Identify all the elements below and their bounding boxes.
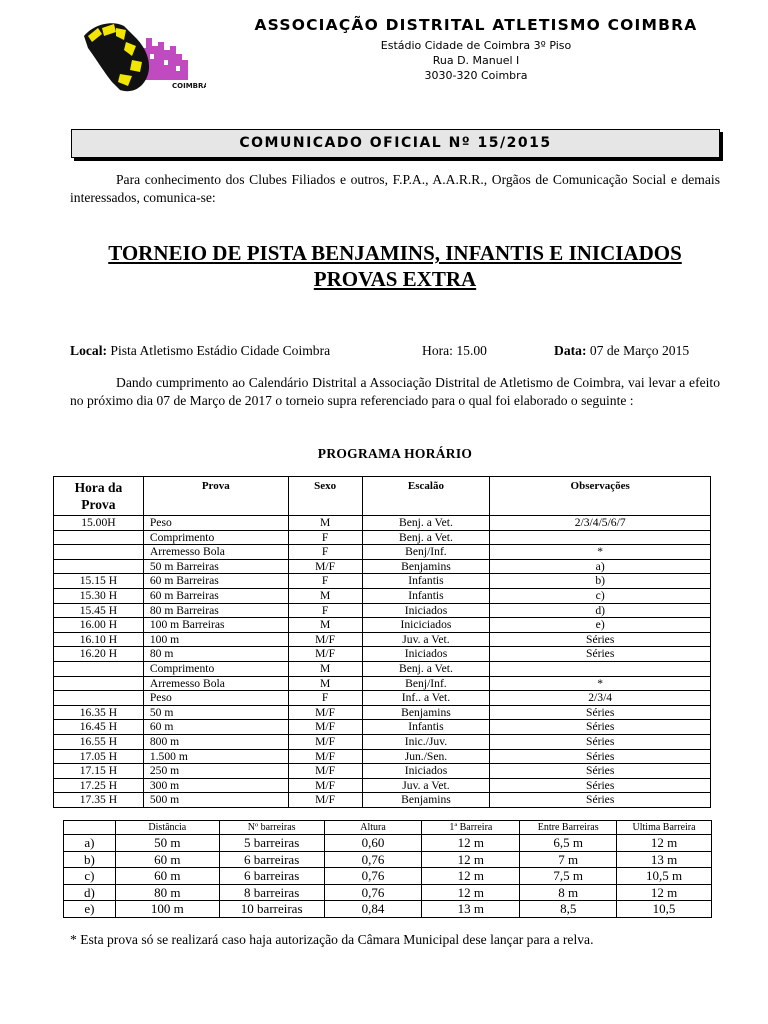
hurdles-cell: 0,60 [324,835,422,852]
cell-hora: 17.25 H [54,778,144,793]
hurdles-cell: 12 m [422,835,520,852]
cell-prova: 300 m [143,778,288,793]
org-address-line-3: 3030-320 Coimbra [424,69,528,82]
cell-prova: 80 m [143,647,288,662]
header-observacoes: Observações [490,477,711,516]
cell-escalao: Juv. a Vet. [362,778,490,793]
cell-prova: Comprimento [143,661,288,676]
cell-escalao: Benjamins [362,559,490,574]
hurdles-cell: 12 m [422,851,520,868]
table-row [64,868,712,885]
cell-prova: 60 m Barreiras [143,574,288,589]
hurdles-cell: 13 m [422,901,520,918]
cell-hora [54,676,144,691]
cell-hora [54,530,144,545]
hurdles-cell: 6,5 m [520,835,617,852]
table-row [54,676,711,691]
table-row [64,884,712,901]
cell-prova: 80 m Barreiras [143,603,288,618]
cell-escalao: Benj. a Vet. [362,530,490,545]
cell-prova: 60 m [143,720,288,735]
cell-prova: Arremesso Bola [143,676,288,691]
hurdles-header-cell [64,821,116,835]
association-logo [78,16,206,98]
table-row [54,559,711,574]
cell-obs: Séries [490,749,711,764]
cell-prova: 1.500 m [143,749,288,764]
cell-sexo: F [288,603,362,618]
header-prova: Prova [143,477,288,516]
intro-paragraph [70,171,720,207]
cell-obs: Séries [490,734,711,749]
hurdles-cell: 12 m [422,884,520,901]
hurdles-header-cell: Altura [324,821,422,835]
hora-label: Hora: [422,343,453,358]
hurdles-cell: c) [64,868,116,885]
cell-sexo: F [288,545,362,560]
table-row [54,720,711,735]
hurdles-cell: 10,5 [617,901,712,918]
hurdles-header-cell: Nº barreiras [219,821,324,835]
cell-obs: e) [490,618,711,633]
logo-text: COIMBRA [172,82,206,90]
header-sexo: Sexo [288,477,362,516]
cell-escalao: Jun./Sen. [362,749,490,764]
cell-hora [54,559,144,574]
hurdles-cell: 10,5 m [617,868,712,885]
cell-obs [490,661,711,676]
cell-hora: 15.00H [54,516,144,531]
cell-hora [54,661,144,676]
cell-obs: d) [490,603,711,618]
cell-prova: 500 m [143,793,288,808]
cell-escalao: Iniciados [362,764,490,779]
title-line-2: PROVAS EXTRA [313,267,477,291]
hurdles-cell: d) [64,884,116,901]
cell-hora [54,691,144,706]
table-row [54,749,711,764]
cell-escalao: Benjamins [362,705,490,720]
org-name: ASSOCIAÇÃO DISTRITAL ATLETISMO COIMBRA [254,16,698,34]
cell-escalao: Infantis [362,574,490,589]
cell-obs: Séries [490,705,711,720]
data-label: Data: [554,343,587,358]
table-row [54,603,711,618]
programa-title: PROGRAMA HORÁRIO [317,446,473,461]
cell-hora [54,545,144,560]
cell-sexo: M/F [288,720,362,735]
hurdles-cell: 8,5 [520,901,617,918]
hurdles-cell: b) [64,851,116,868]
cell-sexo: F [288,691,362,706]
hurdles-table [63,820,712,918]
cell-obs: a) [490,559,711,574]
title-line-1: TORNEIO DE PISTA BENJAMINS, INFANTIS E INICIADOS [108,241,682,265]
hurdles-header-cell: Ultima Barreira [617,821,712,835]
table-row [54,793,711,808]
body-paragraph [70,374,720,410]
cell-hora: 16.45 H [54,720,144,735]
cell-escalao: Benjamins [362,793,490,808]
table-row [54,647,711,662]
hurdles-cell: 100 m [115,901,219,918]
table-row [54,778,711,793]
hurdles-cell: 13 m [617,851,712,868]
cell-sexo: M [288,618,362,633]
data-value: 07 de Março 2015 [589,343,690,358]
table-row [54,588,711,603]
table-row [54,530,711,545]
hurdles-cell: 5 barreiras [219,835,324,852]
cell-escalao: Benj/Inf. [362,545,490,560]
cell-prova: Arremesso Bola [143,545,288,560]
hurdles-cell: 12 m [617,884,712,901]
cell-prova: 50 m [143,705,288,720]
cell-prova: Peso [143,691,288,706]
cell-obs: Séries [490,632,711,647]
cell-sexo: M/F [288,778,362,793]
org-address-line-2: Rua D. Manuel I [432,54,520,67]
cell-obs: Séries [490,720,711,735]
cell-obs [490,530,711,545]
cell-obs: 2/3/4 [490,691,711,706]
hurdles-cell: a) [64,835,116,852]
cell-sexo: M/F [288,632,362,647]
local-label: Local: [70,343,107,358]
hurdles-cell: 7 m [520,851,617,868]
cell-sexo: M [288,516,362,531]
cell-hora: 16.00 H [54,618,144,633]
cell-obs: * [490,545,711,560]
cell-obs: Séries [490,764,711,779]
hurdles-cell: 60 m [115,851,219,868]
hurdles-cell: 10 barreiras [219,901,324,918]
org-address-line-1: Estádio Cidade de Coimbra 3º Piso [380,39,572,52]
body-text: Dando cumprimento ao Calendário Distrital a Associação Distrital de Atletismo de Coimbra, vai levar a efeito no próximo dia 07 de Março de 2017 o torneio supra referenciado para o qual foi elaborado o seguinte : [70,375,720,408]
cell-prova: 800 m [143,734,288,749]
cell-hora: 17.35 H [54,793,144,808]
table-row [64,835,712,852]
cell-hora: 16.20 H [54,647,144,662]
hurdles-cell: 0,84 [324,901,422,918]
hurdles-cell: 0,76 [324,851,422,868]
hora-value: 15.00 [456,343,487,358]
hurdles-cell: 0,76 [324,884,422,901]
cell-prova: Peso [143,516,288,531]
hurdles-cell: 12 m [422,868,520,885]
table-row [54,661,711,676]
table-row [54,516,711,531]
hurdles-cell: 7,5 m [520,868,617,885]
header-hora: Hora da Prova [54,477,144,516]
cell-escalao: Iniciados [362,603,490,618]
cell-sexo: M/F [288,705,362,720]
table-row [54,632,711,647]
cell-sexo: M/F [288,749,362,764]
hurdles-cell: 8 m [520,884,617,901]
local-value: Pista Atletismo Estádio Cidade Coimbra [110,343,331,358]
cell-prova: 100 m [143,632,288,647]
cell-sexo: M/F [288,734,362,749]
hora-info [422,343,487,359]
schedule-table [53,476,711,808]
table-row [54,691,711,706]
hurdles-cell: 50 m [115,835,219,852]
cell-sexo: M [288,661,362,676]
cell-prova: 50 m Barreiras [143,559,288,574]
cell-hora: 15.30 H [54,588,144,603]
table-row [54,545,711,560]
cell-prova: Comprimento [143,530,288,545]
cell-hora: 16.10 H [54,632,144,647]
hurdles-cell: 6 barreiras [219,851,324,868]
hurdles-header-cell: Distância [115,821,219,835]
data-info [554,343,689,359]
schedule-header-row [54,477,711,516]
cell-sexo: M/F [288,647,362,662]
cell-prova: 100 m Barreiras [143,618,288,633]
cell-hora: 17.05 H [54,749,144,764]
table-row [54,618,711,633]
cell-sexo: M [288,676,362,691]
hurdles-cell: 12 m [617,835,712,852]
cell-escalao: Iniciciados [362,618,490,633]
cell-escalao: Inf.. a Vet. [362,691,490,706]
cell-prova: 250 m [143,764,288,779]
cell-escalao: Infantis [362,720,490,735]
comunicado-title-box: COMUNICADO OFICIAL Nº 15/2015 [71,129,720,158]
cell-obs: b) [490,574,711,589]
cell-sexo: F [288,574,362,589]
cell-hora: 16.55 H [54,734,144,749]
table-row [54,734,711,749]
cell-obs: * [490,676,711,691]
document-title [60,240,730,292]
hurdles-header-cell: 1ª Barreira [422,821,520,835]
hurdles-header-cell: Entre Barreiras [520,821,617,835]
cell-prova: 60 m Barreiras [143,588,288,603]
table-row [64,851,712,868]
cell-escalao: Benj. a Vet. [362,661,490,676]
org-header [214,16,738,83]
hurdles-cell: 8 barreiras [219,884,324,901]
cell-escalao: Benj/Inf. [362,676,490,691]
cell-obs: Séries [490,647,711,662]
hurdles-cell: e) [64,901,116,918]
table-row [54,574,711,589]
cell-escalao: Benj. a Vet. [362,516,490,531]
cell-escalao: Iniciados [362,647,490,662]
cell-sexo: M/F [288,559,362,574]
hurdles-header-row [64,821,712,835]
cell-sexo: M [288,588,362,603]
header-escalao: Escalão [362,477,490,516]
cell-escalao: Juv. a Vet. [362,632,490,647]
table-row [54,764,711,779]
table-row [54,705,711,720]
hurdles-cell: 80 m [115,884,219,901]
intro-text: Para conhecimento dos Clubes Filiados e outros, F.P.A., A.A.R.R., Orgãos de Comunicação Social e demais interessados, comunica-se: [70,172,720,205]
footnote: * Esta prova só se realizará caso haja autorização da Câmara Municipal dese lançar para a relva. [70,932,594,947]
cell-sexo: M/F [288,764,362,779]
cell-sexo: F [288,530,362,545]
cell-obs: 2/3/4/5/6/7 [490,516,711,531]
hurdles-cell: 0,76 [324,868,422,885]
local-info [70,343,330,359]
cell-escalao: Infantis [362,588,490,603]
hurdles-cell: 6 barreiras [219,868,324,885]
cell-sexo: M/F [288,793,362,808]
cell-obs: Séries [490,793,711,808]
cell-hora: 17.15 H [54,764,144,779]
cell-hora: 15.15 H [54,574,144,589]
cell-hora: 15.45 H [54,603,144,618]
cell-hora: 16.35 H [54,705,144,720]
table-row [64,901,712,918]
cell-obs: c) [490,588,711,603]
cell-escalao: Inic./Juv. [362,734,490,749]
cell-obs: Séries [490,778,711,793]
hurdles-cell: 60 m [115,868,219,885]
